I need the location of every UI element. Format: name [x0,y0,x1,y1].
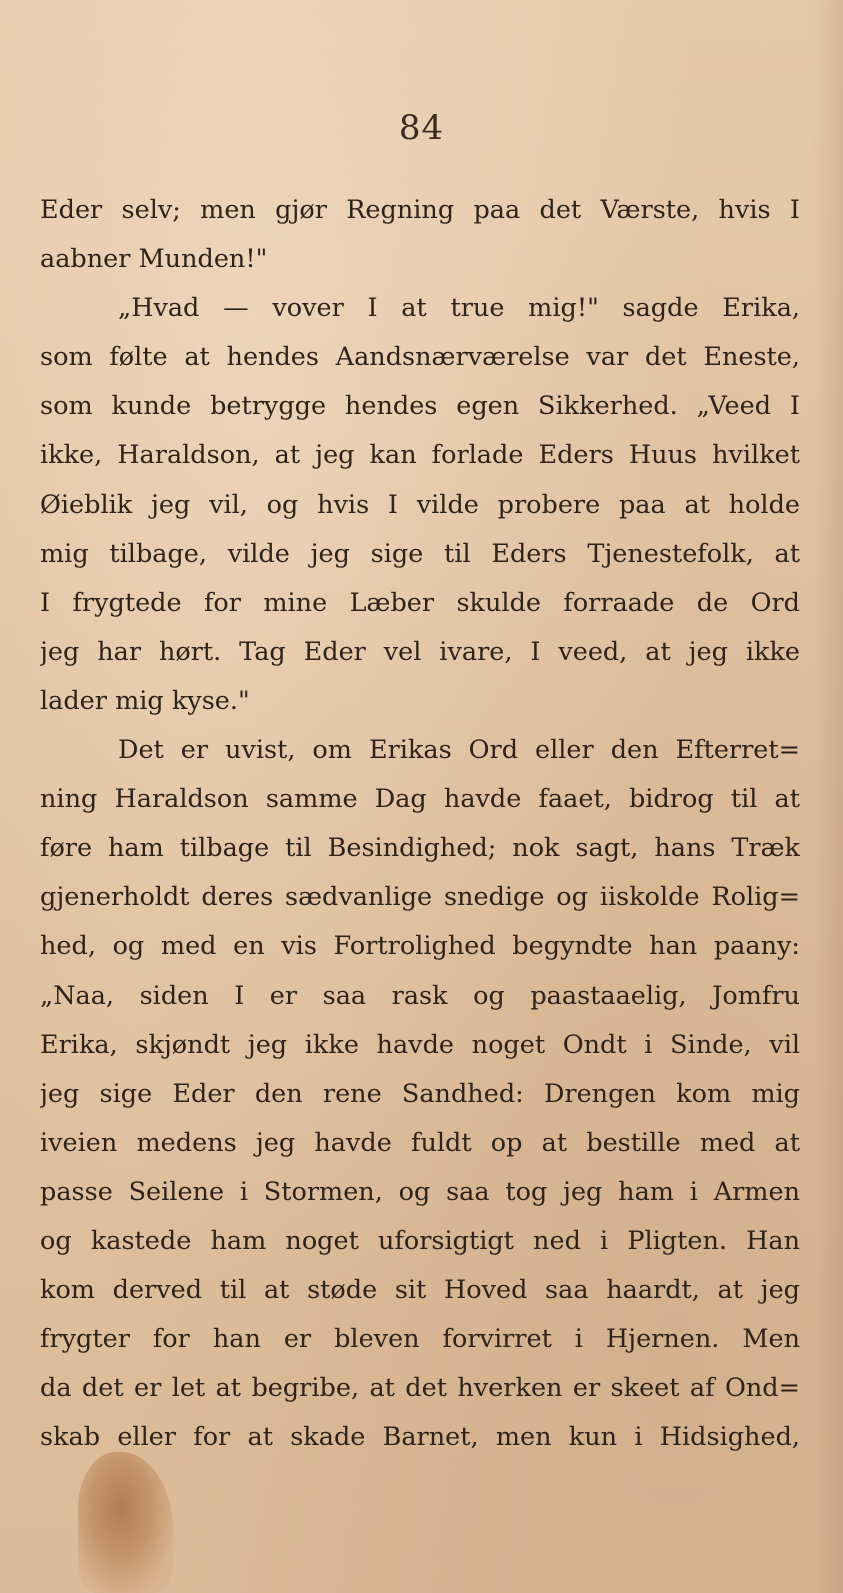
text-line: Erika, skjøndt jeg ikke havde noget Ondt i Sinde, vil [40,1029,800,1060]
text-line: iveien medens jeg havde fuldt op at bestille med at [40,1127,800,1158]
body-text [40,186,800,1462]
text-line: som kunde betrygge hendes egen Sikkerhed. „Veed I [40,391,800,422]
text-line: Eder selv; men gjør Regning paa det Værste, hvis I [40,195,800,225]
text-line: Det er uvist, om Erikas Ord eller den Efterret= [118,735,800,766]
water-stain [78,1452,173,1593]
text-line: føre ham tilbage til Besindighed; nok sagt, hans Træk [40,833,800,864]
text-line: frygter for han er bleven forvirret i Hjernen. Men [40,1324,800,1355]
text-line: hed, og med en vis Fortrolighed begyndte han paany: [40,931,800,962]
text-line: gjenerholdt deres sædvanlige snedige og iiskolde Rolig= [40,882,800,913]
page-number: 84 [398,108,445,148]
text-line: I frygtede for mine Læber skulde forraade de Ord [40,587,800,618]
text-line: „Naa, siden I er saa rask og paastaaelig, Jomfru [40,980,800,1011]
text-line: jeg sige Eder den rene Sandhed: Drengen kom mig [40,1078,800,1109]
text-line: Øieblik jeg vil, og hvis I vilde probere paa at holde [40,489,800,520]
text-line: da det er let at begribe, at det hverken er skeet af Ond= [40,1373,800,1404]
text-line: jeg har hørt. Tag Eder vel ivare, I veed, at jeg ikke [40,636,800,667]
text-line: og kastede ham noget uforsigtigt ned i Pligten. Han [40,1225,800,1256]
text-line: passe Seilene i Stormen, og saa tog jeg ham i Armen [40,1176,800,1207]
text-line: skab eller for at skade Barnet, men kun i Hidsighed, [40,1422,800,1453]
text-line: mig tilbage, vilde jeg sige til Eders Tjenestefolk, at [40,538,800,569]
text-line: kom derved til at støde sit Hoved saa haardt, at jeg [40,1275,800,1306]
text-line: ning Haraldson samme Dag havde faaet, bidrog til at [40,784,800,815]
text-line: som følte at hendes Aandsnærværelse var det Eneste, [40,342,800,373]
text-line: aabner Munden!" [40,244,268,275]
text-line: „Hvad — vover I at true mig!" sagde Erika, [118,293,800,324]
text-line: ikke, Haraldson, at jeg kan forlade Eders Huus hvilket [40,440,800,471]
text-line: lader mig kyse." [40,685,250,716]
page-edge-shadow [813,0,843,1593]
